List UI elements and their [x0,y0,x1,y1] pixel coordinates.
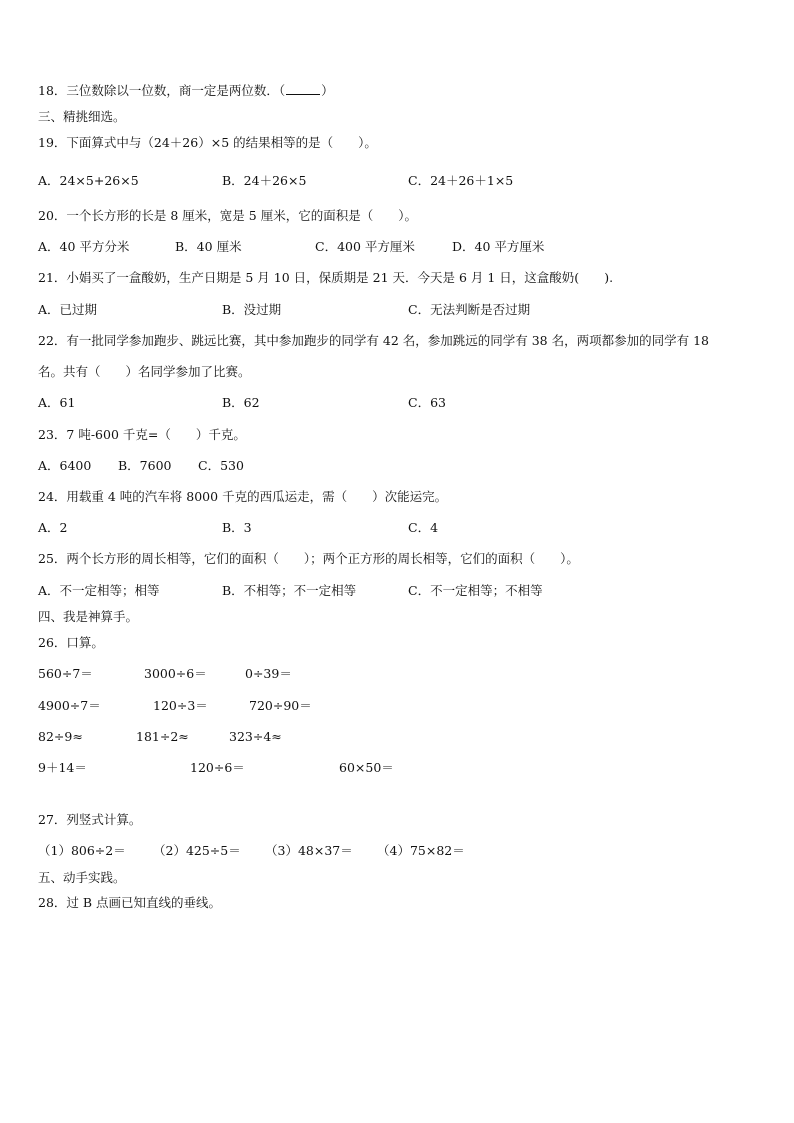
mental-math-item[interactable]: 0÷39＝ [245,666,292,681]
option-b[interactable]: B．7600 [118,458,172,473]
question-22-stem-line-1: 22．有一批同学参加跑步、跳远比赛，其中参加跑步的同学有 42 名，参加跳远的同学有 38 名，两项都参加的同学有 18 [38,333,709,348]
option-a[interactable]: A．24×5+26×5 [38,173,139,188]
question-22-options [38,395,794,411]
mental-math-item[interactable]: 60×50＝ [339,760,394,775]
question-19-options [38,173,794,189]
vertical-calc-item[interactable]: （2）425÷5＝ [153,843,241,858]
option-c[interactable]: C．400 平方厘米 [315,239,415,254]
mental-math-item[interactable]: 3000÷6＝ [144,666,207,681]
option-c[interactable]: C．63 [408,395,446,410]
mental-math-row [38,760,794,776]
question-26-title: 26．口算。 [38,635,104,650]
option-c[interactable]: C．4 [408,520,439,535]
question-18-text: 18．三位数除以一位数，商一定是两位数．（ [38,83,286,98]
option-c[interactable]: C．无法判断是否过期 [408,302,531,317]
mental-math-item[interactable]: 560÷7＝ [38,666,93,681]
option-c[interactable]: C．530 [198,458,244,473]
option-a[interactable]: A．40 平方分米 [38,239,130,254]
mental-math-item[interactable]: 323÷4≈ [229,729,282,744]
option-b[interactable]: B．40 厘米 [175,239,242,254]
option-a[interactable]: A．已过期 [38,302,98,317]
question-21-options [38,302,794,318]
answer-blank[interactable] [286,83,320,95]
mental-math-item[interactable]: 4900÷7＝ [38,698,101,713]
mental-math-row [38,698,794,714]
question-24-options [38,520,794,536]
question-20-options [38,239,794,255]
question-18 [38,83,334,99]
question-28-stem: 28．过 B 点画已知直线的垂线。 [38,895,222,910]
option-b[interactable]: B．没过期 [222,302,282,317]
question-24-stem: 24．用载重 4 吨的汽车将 8000 千克的西瓜运走，需（ ）次能运完。 [38,489,448,504]
question-23-options [38,458,794,474]
option-a[interactable]: A．61 [38,395,76,410]
question-25-options [38,583,794,599]
vertical-calc-item[interactable]: （4）75×82＝ [377,843,465,858]
option-b[interactable]: B．62 [222,395,260,410]
question-21-stem: 21．小娟买了一盒酸奶，生产日期是 5 月 10 日，保质期是 21 天．今天是 6 月 1 日，这盒酸奶( ). [38,270,614,285]
option-b[interactable]: B．不相等；不一定相等 [222,583,357,598]
option-d[interactable]: D．40 平方厘米 [452,239,545,254]
mental-math-item[interactable]: 9＋14＝ [38,760,87,775]
mental-math-item[interactable]: 720÷90＝ [249,698,312,713]
mental-math-item[interactable]: 120÷6＝ [190,760,245,775]
vertical-calc-row [38,843,794,859]
option-b[interactable]: B．24＋26×5 [222,173,307,188]
question-25-stem: 25．两个长方形的周长相等，它们的面积（ ）；两个正方形的周长相等，它们的面积（ ）。 [38,551,579,566]
question-18-close: ） [321,83,334,98]
question-23-stem: 23．7 吨-600 千克=（ ）千克。 [38,427,246,442]
option-a[interactable]: A．不一定相等；相等 [38,583,160,598]
option-b[interactable]: B．3 [222,520,252,535]
mental-math-row [38,666,794,682]
option-c[interactable]: C．不一定相等；不相等 [408,583,543,598]
mental-math-row [38,729,794,745]
mental-math-item[interactable]: 82÷9≈ [38,729,83,744]
question-22-stem-line-2: 名。共有（ ）名同学参加了比赛。 [38,364,251,379]
mental-math-item[interactable]: 181÷2≈ [136,729,189,744]
vertical-calc-item[interactable]: （1）806÷2＝ [38,843,126,858]
option-a[interactable]: A．2 [38,520,68,535]
option-a[interactable]: A．6400 [38,458,92,473]
section-5-heading: 五、动手实践。 [38,870,126,885]
option-c[interactable]: C．24＋26＋1×5 [408,173,514,188]
vertical-calc-item[interactable]: （3）48×37＝ [265,843,353,858]
question-19-stem: 19．下面算式中与（24＋26）×5 的结果相等的是（ ）。 [38,135,377,150]
question-20-stem: 20．一个长方形的长是 8 厘米，宽是 5 厘米，它的面积是（ ）。 [38,208,417,223]
section-3-heading: 三、精挑细选。 [38,109,126,124]
section-4-heading: 四、我是神算手。 [38,609,139,624]
question-27-title: 27．列竖式计算。 [38,812,142,827]
mental-math-item[interactable]: 120÷3＝ [153,698,208,713]
